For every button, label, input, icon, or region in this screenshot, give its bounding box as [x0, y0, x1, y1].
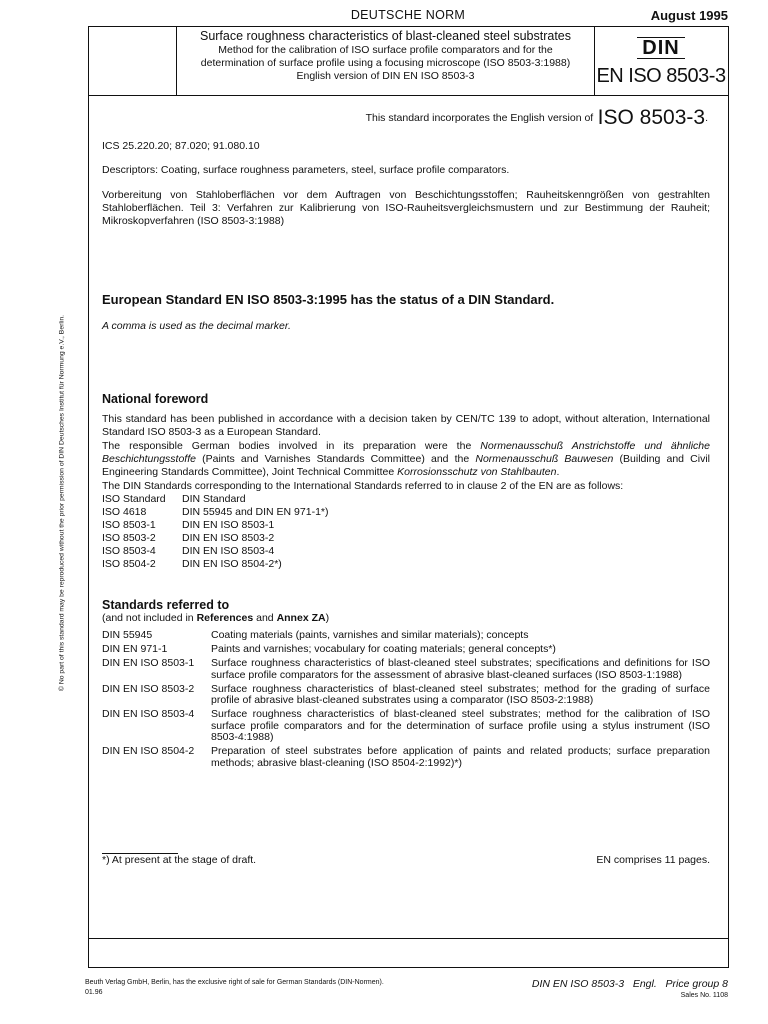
footer-beuth-line: Beuth Verlag GmbH, Berlin, has the exclusive right of sale for German Standards (DIN-Normen). — [85, 979, 384, 986]
reference-title: Paints and varnishes; vocabulary for coating materials; general concepts*) — [211, 643, 556, 655]
table-cell-iso: ISO 8504-2 — [102, 558, 156, 570]
footnote: *) At present at the stage of draft. — [102, 854, 257, 866]
footer-left — [85, 978, 384, 998]
reference-title: Preparation of steel substrates before application of paints and related products; surface preparation methods; abrasive blast-cleaning (ISO 8504-2:1992)*) — [211, 745, 710, 769]
footer-right — [532, 978, 728, 999]
foreword-paragraph-2 — [102, 440, 710, 479]
table-cell-iso: ISO 8503-2 — [102, 532, 156, 544]
table-cell-din: DIN EN ISO 8503-2 — [182, 532, 275, 544]
reference-title: Surface roughness characteristics of blast-cleaned steel substrates; method for the calibration of ISO surface profile comparators and for the determination of surface profile using a stylus instrument (ISO 8503-4:1988) — [211, 708, 710, 743]
reference-number: DIN 55945 — [102, 629, 153, 641]
table-row — [102, 506, 337, 519]
reference-number: DIN EN ISO 8504-2 — [102, 745, 195, 757]
table-cell-din: DIN EN ISO 8504-2*) — [182, 558, 282, 570]
note-text-a: (and not included in — [102, 612, 197, 624]
footer-lang: Engl. — [632, 978, 657, 990]
decimal-marker-note: A comma is used as the decimal marker. — [102, 320, 291, 332]
reference-number: DIN EN 971-1 — [102, 643, 168, 655]
page-count: EN comprises 11 pages. — [596, 854, 710, 866]
note-text-e: ) — [325, 612, 330, 624]
reference-title: Coating materials (paints, varnishes and similar materials); concepts — [211, 629, 529, 641]
table-cell-din: DIN EN ISO 8503-1 — [182, 519, 275, 531]
footer-sales-number: Sales No. 1108 — [680, 992, 728, 999]
foreword-heading: National foreword — [102, 392, 209, 406]
table-header-row — [102, 493, 337, 506]
table-cell-din: DIN EN ISO 8503-4 — [182, 545, 275, 557]
table-row — [102, 532, 337, 545]
footer-ref: DIN EN ISO 8503-3 — [531, 978, 625, 990]
header-title-cell — [177, 27, 595, 95]
descriptors: Descriptors: Coating, surface roughness parameters, steel, surface profile comparators. — [102, 164, 510, 176]
note-annex: Annex ZA — [276, 612, 326, 624]
table-row — [102, 558, 337, 571]
reference-title: Surface roughness characteristics of blast-cleaned steel substrates; specifications and definitions for ISO surface profile comparators for the assessment of abrasive blast-cleaned surfaces (ISO 8503-1:1988) — [211, 657, 710, 681]
incorporates-line — [232, 106, 708, 130]
footer-ref-line — [532, 978, 728, 990]
reference-number: DIN EN ISO 8503-4 — [102, 708, 195, 720]
standards-referred-table — [102, 630, 710, 772]
header-blank-cell — [89, 27, 177, 95]
document-title: Surface roughness characteristics of blast-cleaned steel substrates — [199, 29, 572, 43]
footer-edition: 01.96 — [85, 989, 103, 996]
din-logo: DIN — [637, 37, 685, 59]
foreword-p2-text-g: . — [556, 466, 560, 478]
foreword-p2-text-c: (Paints and Varnishes Standards Committee) and the — [195, 453, 476, 465]
incorporates-dot: . — [705, 112, 708, 124]
note-references: References — [196, 612, 254, 624]
foreword-paragraph-3: The DIN Standards corresponding to the International Standards referred to in clause 2 of the EN are as follows: — [102, 480, 624, 492]
reference-number: DIN EN ISO 8503-2 — [102, 682, 195, 695]
correspondence-table — [102, 493, 337, 571]
foreword-p2-committee-1: Normenausschuß Anstrichstoffe und ähnliche Beschichtungsstoffe — [102, 440, 710, 465]
ics-codes: ICS 25.220.20; 87.020; 91.080.10 — [102, 140, 260, 152]
incorporates-number: ISO 8503-3 — [597, 106, 706, 129]
reference-row — [102, 746, 710, 772]
reference-number: DIN EN ISO 8503-1 — [102, 657, 195, 669]
status-heading: European Standard EN ISO 8503-3:1995 has the status of a DIN Standard. — [102, 292, 555, 307]
subtitle-line-3: English version of DIN EN ISO 8503-3 — [296, 70, 475, 82]
table-row — [102, 519, 337, 532]
subtitle-line-2: determination of surface profile using a focusing microscope (ISO 8503-3:1988) — [200, 57, 571, 69]
incorporates-text: This standard incorporates the English version of — [365, 112, 594, 124]
foreword-paragraph-1: This standard has been published in accordance with a decision taken by CEN/TC 139 to adopt, without alteration, International Standard ISO 8503-3 as a European Standard. — [102, 413, 710, 438]
publication-date: August 1995 — [650, 8, 728, 23]
subtitle-line-1: Method for the calibration of ISO surface profile comparators and for the — [218, 44, 553, 56]
german-title: Vorbereitung von Stahloberflächen vor dem Auftragen von Beschichtungsstoffen; Rauheitskenngrößen von gestrahlten Stahloberflächen. Teil 3: Verfahren zur Kalibrierung von ISO-Rauheitsvergleichsmustern und zur Bestimmung der Rauheit; Mikroskopverfahren (ISO 8503-3:1988) — [102, 189, 710, 227]
copyright-side-note-text: © No part of this standard may be reproduced without the prior permission of DIN Deutsches Institut für Normung e.V., Berlin. — [58, 314, 66, 691]
standards-referred-note — [102, 612, 329, 625]
copyright-side-note — [52, 265, 72, 740]
foreword-p2-text-a: The responsible German bodies involved in its preparation were the — [102, 440, 481, 452]
bottom-divider — [89, 938, 728, 939]
footer-price: Price group 8 — [665, 978, 728, 990]
note-text-c: and — [253, 612, 277, 624]
foreword-p2-committee-3: Korrosionsschutz von Stahlbauten — [397, 466, 557, 478]
reference-row — [102, 658, 710, 684]
standards-referred-heading: Standards referred to — [102, 598, 230, 612]
reference-row — [102, 709, 710, 746]
table-header-din: DIN Standard — [182, 493, 246, 505]
table-cell-din: DIN 55945 and DIN EN 971-1*) — [182, 506, 329, 518]
table-header-iso: ISO Standard — [102, 493, 166, 505]
table-row — [102, 545, 337, 558]
reference-row — [102, 630, 710, 644]
header-box — [89, 27, 728, 96]
publisher-label: DEUTSCHE NORM — [350, 8, 466, 22]
table-cell-iso: ISO 8503-4 — [102, 545, 156, 557]
reference-row — [102, 644, 710, 658]
table-cell-iso: ISO 4618 — [102, 506, 147, 518]
reference-row — [102, 684, 710, 710]
table-cell-iso: ISO 8503-1 — [102, 519, 156, 531]
standard-number: EN ISO 8503-3 — [596, 65, 726, 87]
top-line — [88, 8, 728, 24]
header-number-cell — [595, 27, 727, 95]
foreword-p2-committee-2: Normenausschuß Bauwesen — [475, 453, 614, 465]
foreword-p2-text-e: (Building and Civil Engineering Standards Committee), Joint Technical Committee — [102, 453, 710, 478]
reference-title: Surface roughness characteristics of blast-cleaned steel substrates; method for the grading of surface profile of abrasive blast-cleaned substrates using a comparator (ISO 8503-2:1988) — [211, 682, 710, 706]
